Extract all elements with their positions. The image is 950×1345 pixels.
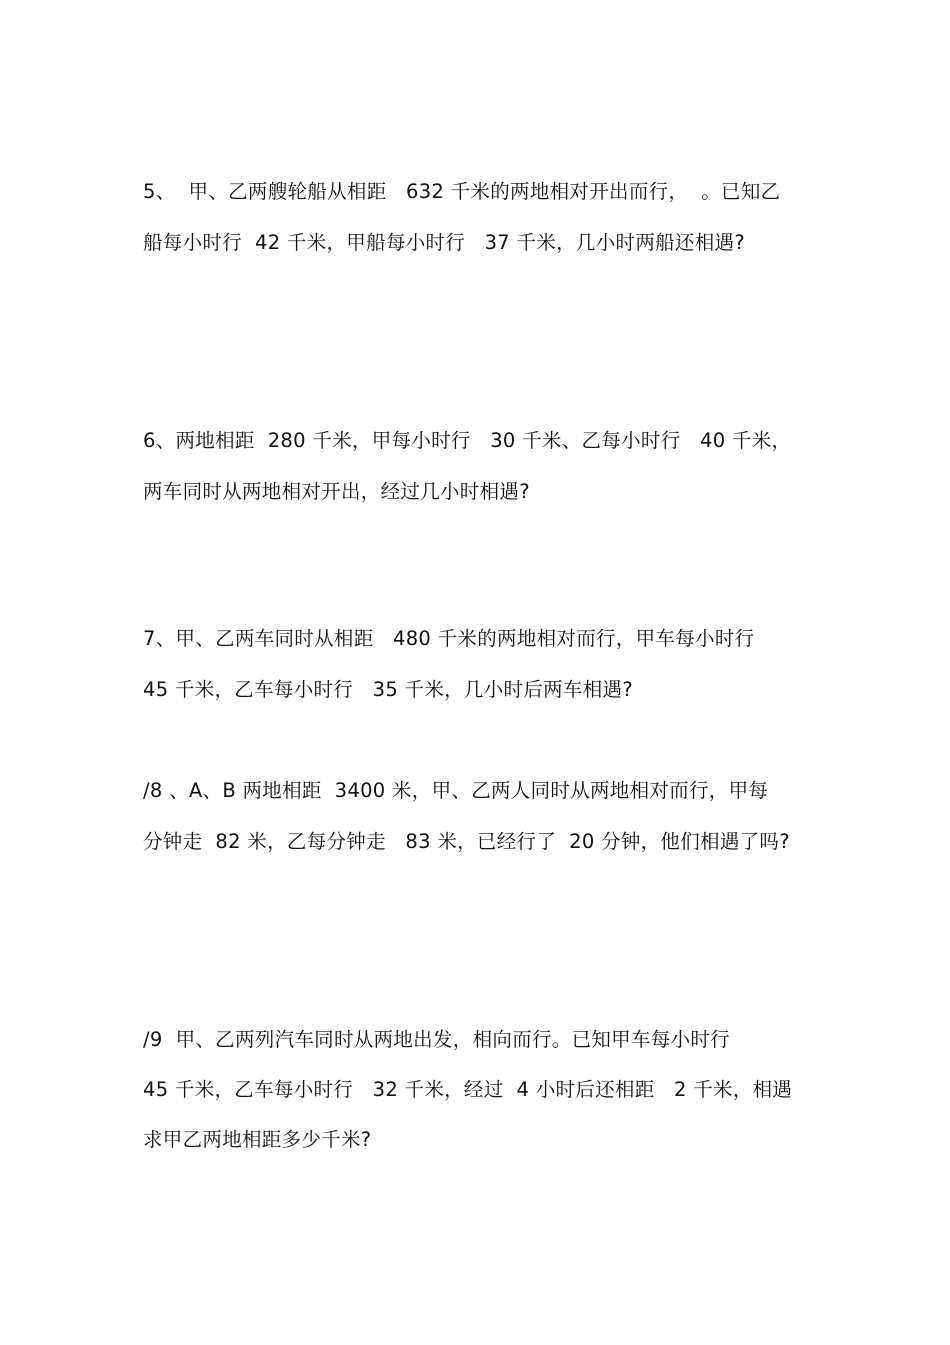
problem-6-line-2: 两车同时从两地相对开出，经过几小时相遇? [143,480,530,503]
problem-8-line-2: 分钟走 82 米，乙每分钟走 83 米，已经行了 20 分钟，他们相遇了吗? [143,830,790,853]
problem-5-line-1: 5、 甲、乙两艘轮船从相距 632 千米的两地相对开出而行， 。已知乙 [143,180,781,203]
problem-8-line-1: /8 、A、B 两地相距 3400 米，甲、乙两人同时从两地相对而行，甲每 [143,779,769,802]
problem-9-line-3: 求甲乙两地相距多少千米? [143,1128,372,1151]
problem-9-line-2: 45 千米，乙车每小时行 32 千米，经过 4 小时后还相距 2 千米，相遇 [143,1078,793,1101]
problem-5-line-2: 船每小时行 42 千米，甲船每小时行 37 千米，几小时两船还相遇? [143,231,745,254]
problem-7-line-2: 45 千米，乙车每小时行 35 千米，几小时后两车相遇? [143,678,633,701]
problem-7-line-1: 7、甲、乙两车同时从相距 480 千米的两地相对而行，甲车每小时行 [143,627,755,650]
problem-9-line-1: /9 甲、乙两列汽车同时从两地出发，相向而行。已知甲车每小时行 [143,1028,730,1051]
problem-6-line-1: 6、两地相距 280 千米，甲每小时行 30 千米、乙每小时行 40 千米， [143,429,792,452]
